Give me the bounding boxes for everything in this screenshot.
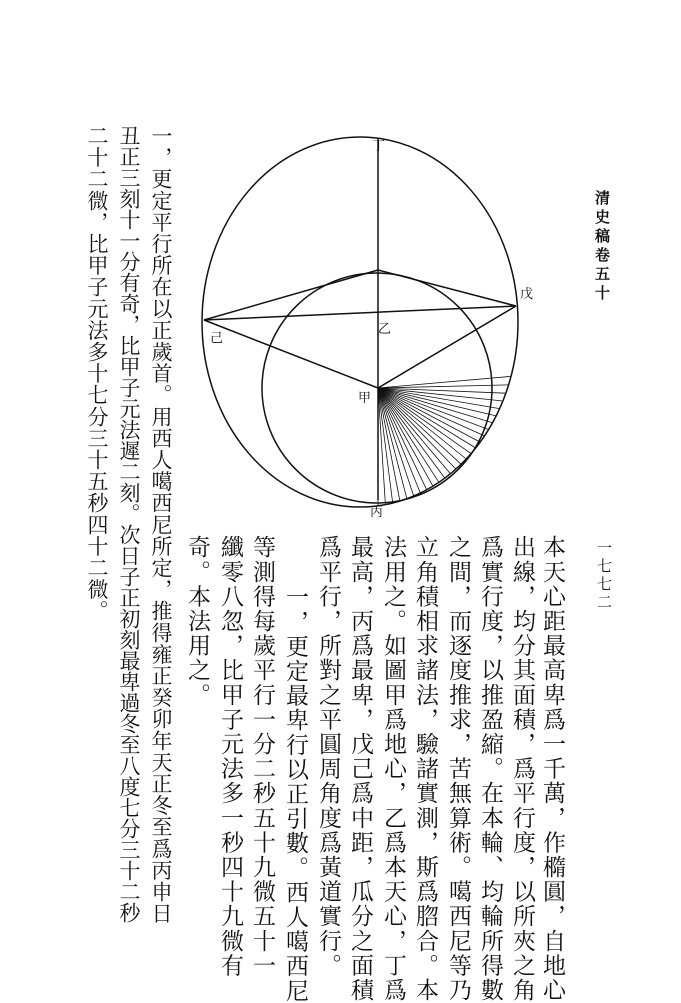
right-col-10: 等測得每歲平行一分二秒五十九微五十一 xyxy=(249,535,275,978)
left-col-3: 二十二微，比甲子元法多十七分三十五秒四十二微。 xyxy=(85,125,109,622)
book-title-header: 清史稿卷五十 xyxy=(593,190,611,304)
label-top: 丁 xyxy=(372,139,386,154)
left-chord-bottom xyxy=(204,320,378,388)
right-col-7: 最高，丙爲最卑，戊己爲中距，瓜分之面積 xyxy=(347,535,373,1003)
right-col-12: 奇。本法用之。 xyxy=(184,535,210,708)
fan-line xyxy=(378,388,500,409)
left-col-1: 一，更定平行所在以正歲首。用西人噶西尼所定，推得雍正癸卯年天正冬至爲丙申日 xyxy=(149,125,173,925)
label-right: 戊 xyxy=(520,287,534,302)
right-col-6: 法用之。如圖甲爲地心，乙爲本天心，丁爲 xyxy=(380,535,406,1003)
right-chord-bottom xyxy=(378,306,516,388)
right-col-2: 出線，均分其面積，爲平行度，以所夾之角 xyxy=(509,535,535,1003)
mid-distance-line xyxy=(204,306,516,320)
right-chord-top xyxy=(378,270,516,306)
label-left: 己 xyxy=(210,331,224,346)
ellipse-diagram xyxy=(190,120,550,520)
fan-line xyxy=(378,388,471,454)
right-col-8: 爲平行，所對之平圓周角度爲黃道實行。 xyxy=(315,535,341,978)
right-col-3: 爲實行度，以推盈縮。在本輪、均輪所得數 xyxy=(477,535,503,1003)
label-bottom: 丙 xyxy=(370,505,384,520)
diagram-geometry xyxy=(202,137,518,507)
right-col-1: 本天心距最高卑爲一千萬，作橢圓，自地心 xyxy=(539,535,565,1003)
page-number: 一七七二 xyxy=(595,540,613,612)
right-col-5: 立角積相求諸法，驗諸實測，斯爲脗合。本 xyxy=(412,535,438,1003)
right-col-11: 纖零八忽，比甲子元法多一秒四十九微有 xyxy=(217,535,243,978)
right-col-4: 之間，而逐度推求，苦無算術。噶西尼等乃 xyxy=(445,535,471,1003)
right-col-9: 一，更定最卑行以正引數。西人噶西尼 xyxy=(282,585,308,1003)
label-center: 乙 xyxy=(378,322,392,337)
label-earth: 甲 xyxy=(358,391,372,406)
left-col-2: 丑正三刻十一分有奇，比甲子元法遲二刻。次日子正初刻最卑過冬至八度七分三十二秒 xyxy=(117,125,141,923)
